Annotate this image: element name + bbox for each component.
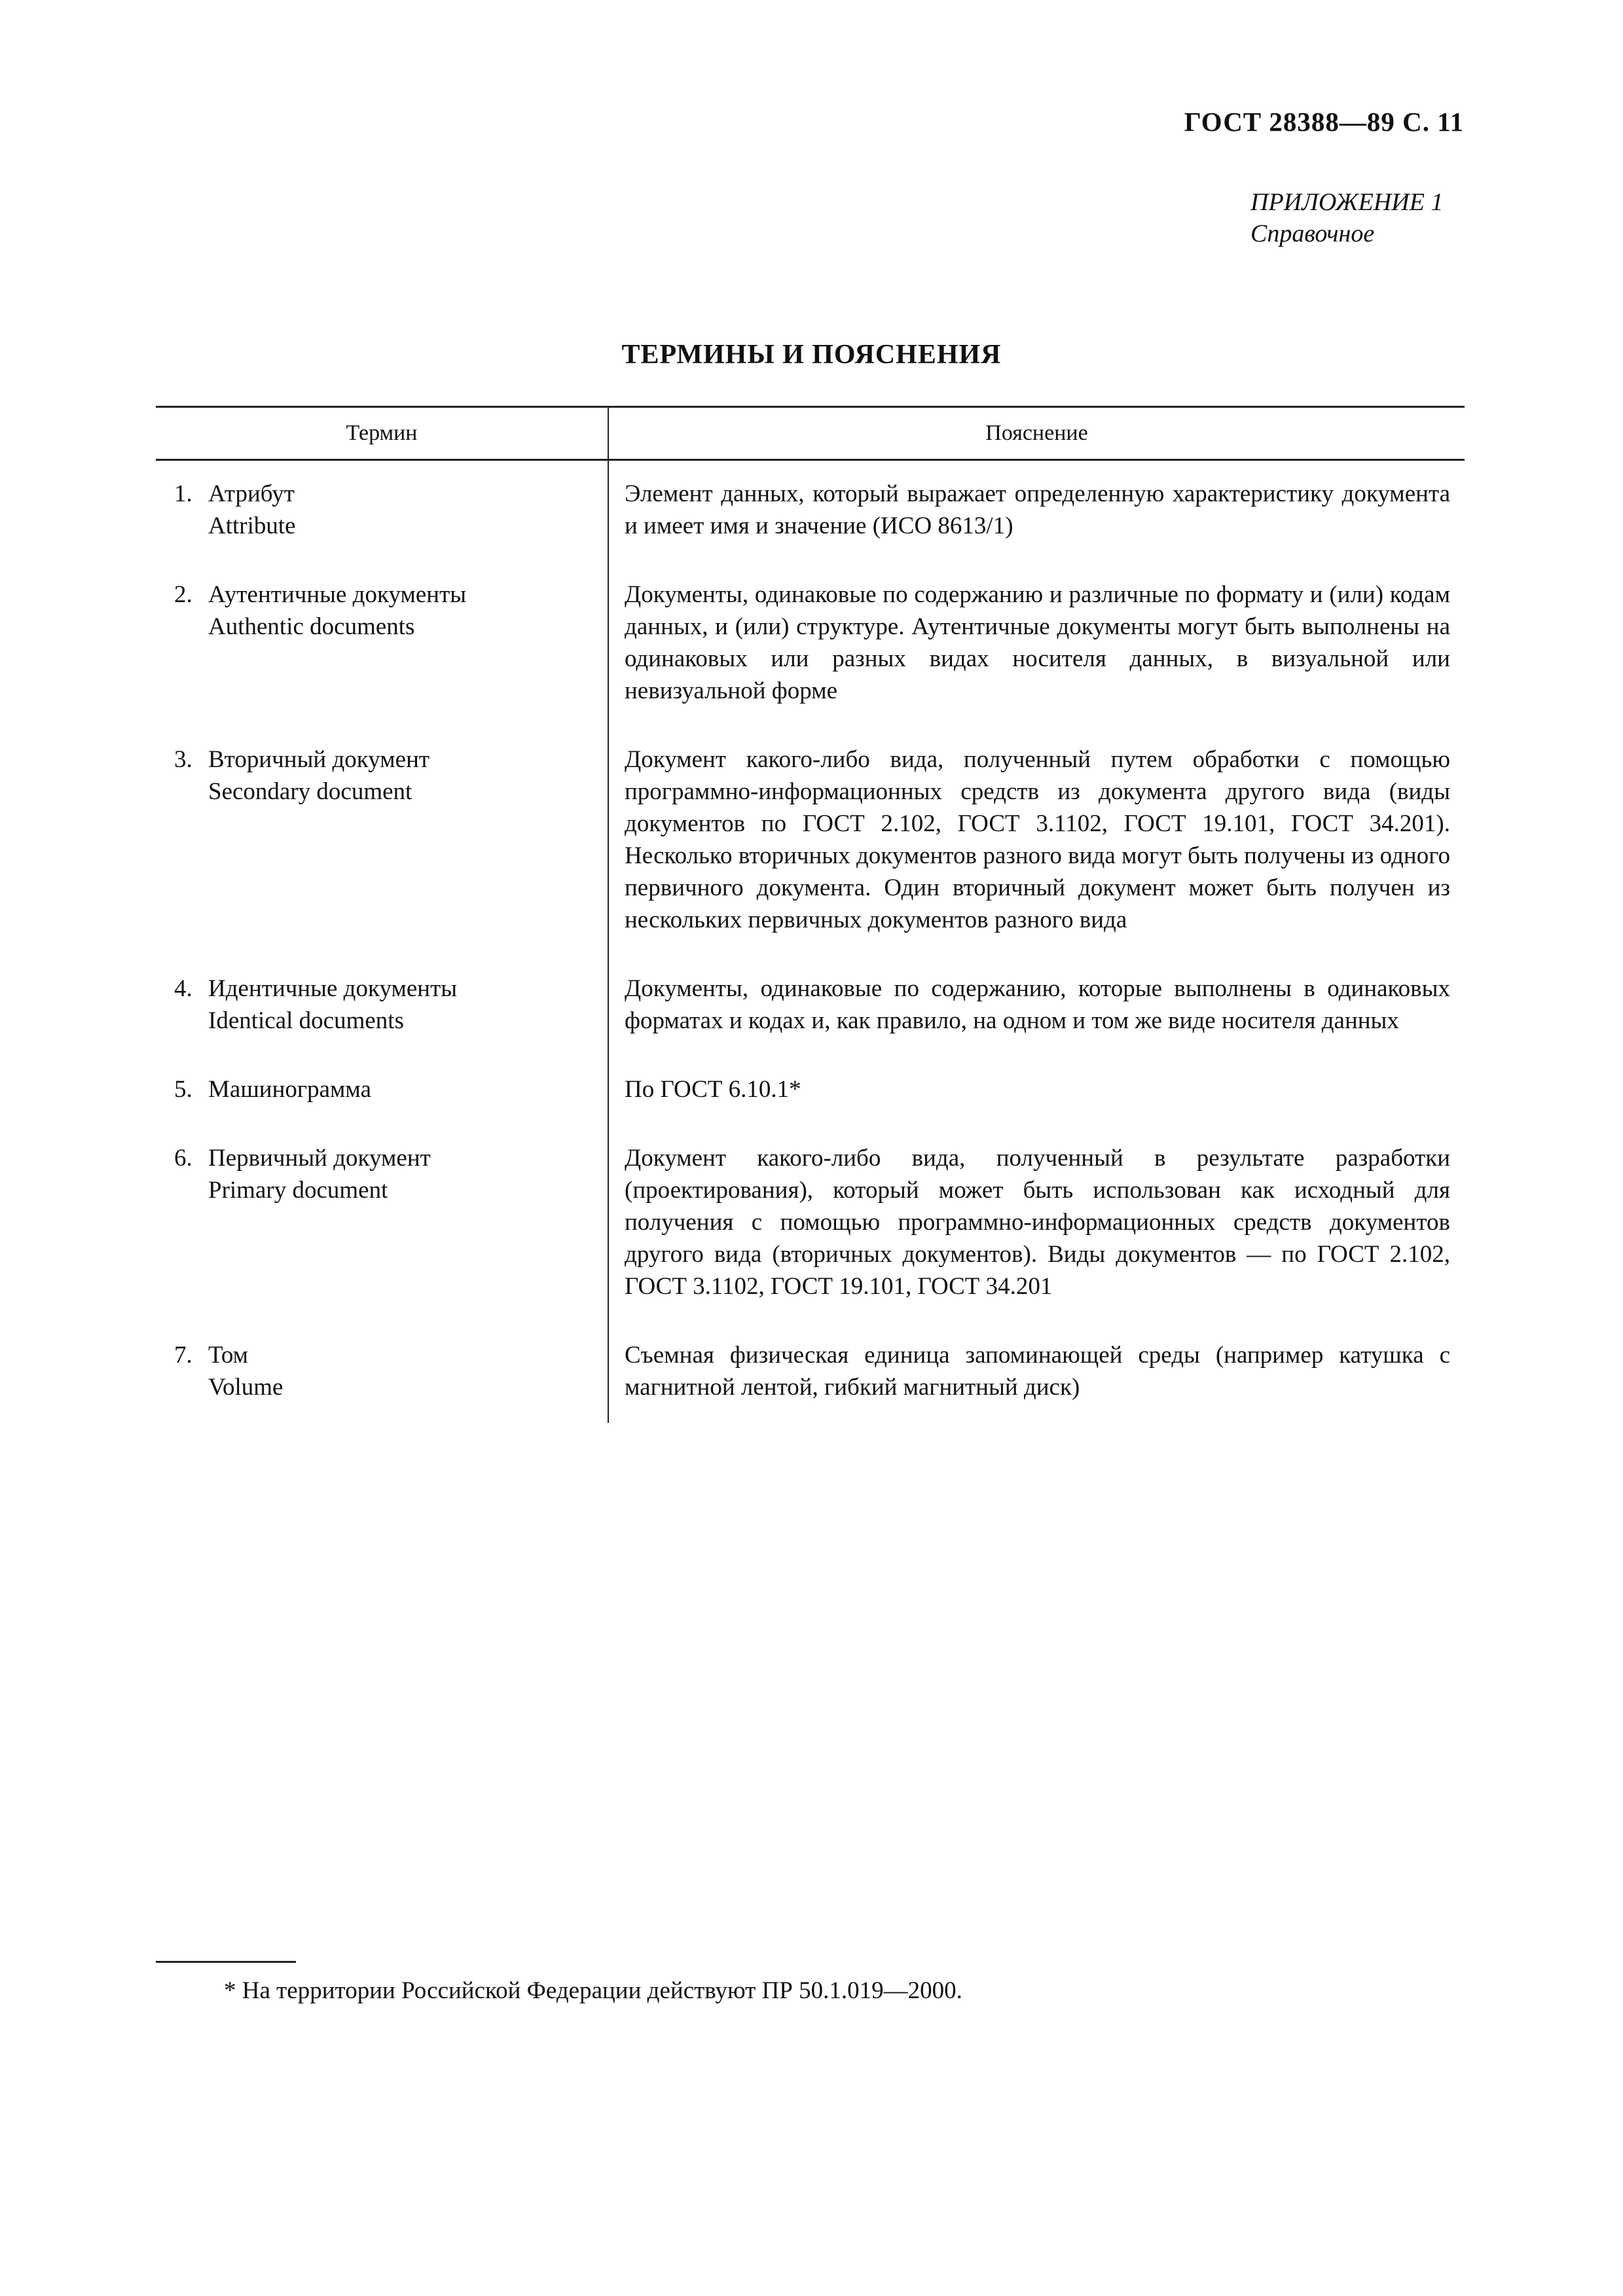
explanation-cell: Съемная физическая единица запоминающей среды (например катушка с магнитной лентой, гибкий магнитный диск) xyxy=(625,1342,1450,1401)
term-number: 3. xyxy=(174,746,192,773)
explanation-cell: Документ какого-либо вида, полученный в результате разработки (проектирования), который может быть использован как исходный для получения с помощью программно-информационных средств документов другого вида (вторичных документов). Виды документов — по ГОСТ 2.102, ГОСТ 3.1102, ГОСТ 19.101, ГОСТ 34.201 xyxy=(625,1145,1450,1300)
term-number: 4. xyxy=(174,975,192,1002)
term-number: 1. xyxy=(174,480,192,507)
table-row xyxy=(156,726,1465,956)
term-cell xyxy=(156,1339,608,1403)
term-cell xyxy=(156,579,608,707)
appendix-type: Справочное xyxy=(1250,220,1375,247)
term-cell xyxy=(156,1073,608,1105)
footnote: * На территории Российской Федерации действуют ПР 50.1.019—2000. xyxy=(224,1977,962,2004)
explanation-cell: Документ какого-либо вида, полученный путем обработки с помощью программно-информационных средств из документа другого вида (виды документов по ГОСТ 2.102, ГОСТ 3.1102, ГОСТ 19.101, ГОСТ 34.201). Несколько вторичных документов разного вида могут быть получены из одного первичного документа. Один вторичный документ может быть получен из нескольких первичных документов разного вида xyxy=(625,746,1450,933)
term-number: 2. xyxy=(174,581,192,608)
term-cell xyxy=(156,744,608,936)
explanation-cell: Элемент данных, который выражает определенную характеристику документа и имеет имя и значение (ИСО 8613/1) xyxy=(625,480,1450,539)
term-en: Secondary document xyxy=(208,778,412,805)
term-en: Attribute xyxy=(208,512,296,539)
footnote-divider xyxy=(156,1961,296,1963)
term-ru: Том xyxy=(208,1342,249,1369)
explanation-cell: Документы, одинаковые по содержанию и различные по формату и (или) кодам данных, и (или) структуре. Аутентичные документы могут быть выполнены на одинаковых или разных видах носителя данных, в визуальной или невизуальной форме xyxy=(625,581,1450,704)
table-row xyxy=(156,1322,1465,1423)
term-en: Primary document xyxy=(208,1177,388,1204)
term-cell xyxy=(156,973,608,1037)
standard-header: ГОСТ 28388—89 С. 11 xyxy=(1184,107,1464,137)
appendix-label: ПРИЛОЖЕНИЕ 1 xyxy=(1250,188,1444,216)
term-en: Identical documents xyxy=(208,1007,404,1034)
term-en: Authentic documents xyxy=(208,613,415,640)
term-ru: Вторичный документ xyxy=(208,746,430,773)
page-title: ТЕРМИНЫ И ПОЯСНЕНИЯ xyxy=(621,340,1002,370)
term-number: 7. xyxy=(174,1342,192,1369)
term-cell xyxy=(156,1142,608,1302)
term-ru: Первичный документ xyxy=(208,1145,431,1172)
explanation-cell: По ГОСТ 6.10.1* xyxy=(625,1076,801,1103)
term-ru: Аутентичные документы xyxy=(208,581,467,608)
term-en: Volume xyxy=(208,1374,283,1401)
table-row xyxy=(156,461,1465,562)
term-ru: Атрибут xyxy=(208,480,295,507)
appendix-block xyxy=(1250,187,1443,249)
table-body xyxy=(156,461,1465,1423)
term-ru: Машинограмма xyxy=(208,1076,372,1103)
column-header-term: Термин xyxy=(346,421,418,445)
table-row xyxy=(156,1125,1465,1322)
terms-table xyxy=(156,406,1465,1423)
term-number: 6. xyxy=(174,1145,192,1172)
table-row xyxy=(156,1056,1465,1125)
term-number: 5. xyxy=(174,1076,192,1103)
table-row xyxy=(156,956,1465,1056)
table-row xyxy=(156,562,1465,726)
table-header xyxy=(156,406,1465,461)
explanation-cell: Документы, одинаковые по содержанию, которые выполнены в одинаковых форматах и кодах и, как правило, на одном и том же виде носителя данных xyxy=(625,975,1450,1034)
term-cell xyxy=(156,478,608,542)
term-ru: Идентичные документы xyxy=(208,975,458,1002)
column-header-explanation: Пояснение xyxy=(608,408,1465,459)
